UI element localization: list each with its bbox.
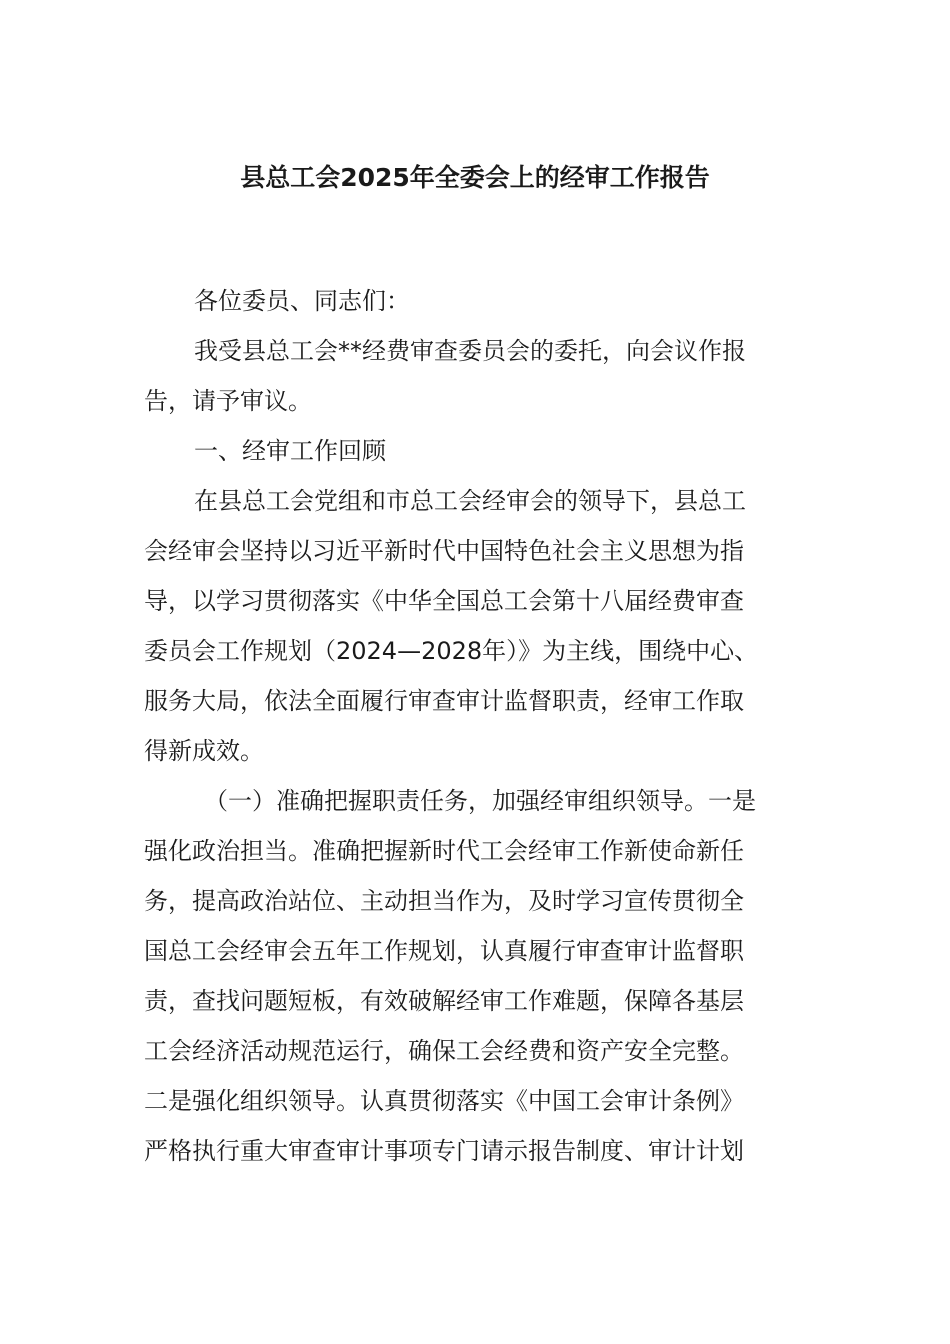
body-line: 工会经济活动规范运行，确保工会经费和资产安全完整。 — [144, 1037, 744, 1065]
section-heading: 一、经审工作回顾 — [194, 437, 386, 465]
body-line: 严格执行重大审查审计事项专门请示报告制度、审计计划 — [144, 1137, 744, 1165]
body-line: 责，查找问题短板，有效破解经审工作难题，保障各基层 — [144, 987, 744, 1015]
body-line: 我受县总工会**经费审查委员会的委托，向会议作报 — [194, 337, 746, 365]
body-line: 告，请予审议。 — [144, 387, 312, 415]
body-line: 二是强化组织领导。认真贯彻落实《中国工会审计条例》 — [144, 1087, 744, 1115]
body-line: 各位委员、同志们： — [194, 287, 410, 315]
body-line: 会经审会坚持以习近平新时代中国特色社会主义思想为指 — [144, 537, 744, 565]
body-line: 务，提高政治站位、主动担当作为，及时学习宣传贯彻全 — [144, 887, 744, 915]
body-line: 国总工会经审会五年工作规划，认真履行审查审计监督职 — [144, 937, 744, 965]
body-line: 得新成效。 — [144, 737, 264, 765]
body-line: 服务大局，依法全面履行审查审计监督职责，经审工作取 — [144, 687, 744, 715]
document-title: 县总工会2025年全委会上的经审工作报告 — [240, 163, 710, 192]
body-line: 强化政治担当。准确把握新时代工会经审工作新使命新任 — [144, 837, 744, 865]
body-line: 在县总工会党组和市总工会经审会的领导下，县总工 — [194, 487, 746, 515]
document-body — [144, 276, 808, 1176]
body-line: 委员会工作规划（2024—2028年）》为主线，围绕中心、 — [144, 637, 759, 665]
body-line: 导，以学习贯彻落实《中华全国总工会第十八届经费审查 — [144, 587, 744, 615]
subsection-heading: （一）准确把握职责任务，加强经审组织领导。一是 — [204, 787, 756, 815]
